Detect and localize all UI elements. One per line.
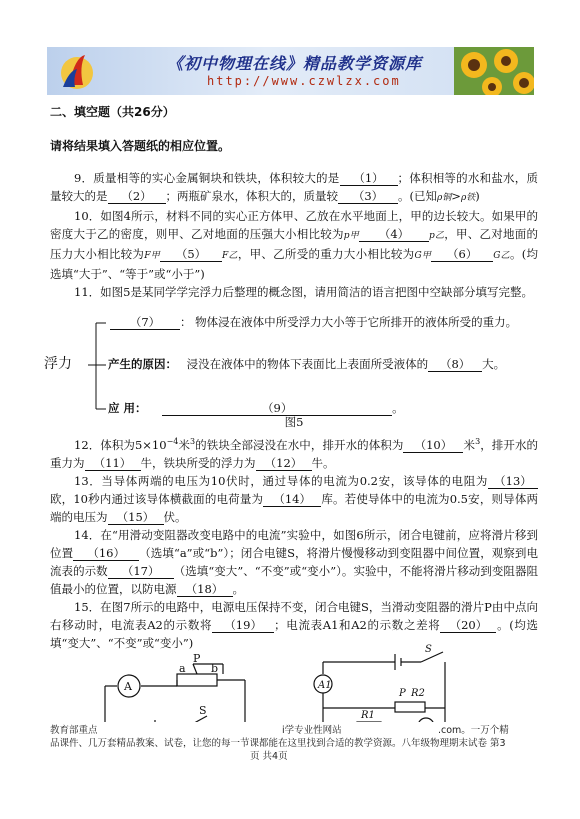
blank-18[interactable]: （18） [177,582,233,597]
fig6-end-a: a [179,662,186,675]
document-body [44,103,539,652]
blank-3[interactable]: （3） [338,189,398,204]
question-9: 9．质量相等的实心金属铜块和铁块，体积较大的是 （1） ；体积相等的水和盐水，质量较大的是 （2） ；两瓶矿泉水，体积大的，质量较 （3） 。(已知ρ铜>ρ铁) [50,171,538,203]
page-footer [50,722,540,765]
blank-1[interactable]: （1） [340,171,398,186]
fig7-slider-label: P [399,688,406,699]
concept-root: 浮力 [44,356,72,372]
rheostat-icon [177,674,217,686]
fig7-r1-label: R1 [361,710,375,721]
section-instruction: 请将结果填入答题纸的相应位置。 [50,139,231,153]
blank-19[interactable]: （19） [212,618,274,633]
blank-5[interactable]: （5） [160,247,222,262]
circuit-diagrams [95,640,455,730]
fig6-ammeter-label: A [124,680,132,693]
fig6-end-b: b [211,662,219,675]
blank-10[interactable]: （10） [403,438,463,453]
blank-15[interactable]: （15） [108,510,164,525]
banner-title: 《初中物理在线》精品教学资源库 [167,54,423,73]
blank-20[interactable]: （20） [440,618,496,633]
sunflower-decoration-icon [454,47,534,95]
section-title: 二、填空题（共26分） [50,105,175,119]
fig6-switch-label: S [199,704,207,717]
question-10: 10．如图4所示，材料不同的实心正方体甲、乙放在水平地面上，甲的边长较大。如果甲的密度大于乙的密度，则甲、乙对地面的压强大小相比较为p甲 （4） p乙，甲、乙对地面的压力大小相比较为F甲 （5） F乙，甲、乙所受的重力大小相比较为G甲 （6） G乙。(均选填“大于”、“等于”或“小于”) [50,209,539,281]
banner-url[interactable]: http://www.czwlzx.com [207,74,401,88]
fig7-r2-label: R2 [411,688,425,699]
fig7-ammeter1-label: A1 [318,680,332,691]
concept-row-3: 应 用： （9） 。 [108,401,404,415]
question-15: 15．在图7所示的电路中，电源电压保持不变，闭合电键S，当滑动变阻器的滑片P由中点向右移动时，电流表A2的示数将 （19） ；电流表A1和A2的示数之差将 （20） 。(均选填“变大”、“不变”或“变小”) [50,599,539,650]
header-banner [47,47,534,95]
question-14: 14．在“用滑动变阻器改变电路中的电流”实验中，如图6所示，闭合电键前，应将滑片移到位置 （16） （选填“a”或“b”）；闭合电键S，将滑片慢慢移动到变阻器中间位置，观察到电流表的示数 （17） （选填“变大”、“不变”或“变小”）。实验中，不能将滑片移动到变阻器阻值最小的位置，以防电源 （18） 。 [50,527,539,596]
fig7-switch-label: S [425,644,432,655]
blank-8[interactable]: （8） [428,357,482,372]
blank-6[interactable]: （6） [431,247,493,262]
concept-row-2: 产生的原因： 浸没在液体中的物体下表面比上表面所受液体的 （8） 大。 [108,357,506,371]
rheostat-icon [395,702,425,712]
blank-14[interactable]: （14） [263,492,321,507]
figure-6-circuit [105,664,245,730]
blank-17[interactable]: （17） [108,564,174,579]
question-11: 11．如图5是某同学学完浮力后整理的概念图，请用简洁的语言把图中空缺部分填写完整。 [74,285,533,299]
footer-line-1: 教育部重点 i学专业性网站 .com。一万个精 [50,725,509,736]
fig6-slider-label: P [193,652,201,665]
site-logo-icon [55,51,99,91]
blank-13[interactable]: （13） [488,474,538,489]
concept-row-1: （7） ： 物体浸在液体中所受浮力大小等于它所排开的液体所受的重力。 [110,313,517,331]
footer-line-2: 品课件、几万套精品教案、试卷，让您的每一节课都能在这里找到合适的教学资源。八年级物理期末试卷 第3 [50,738,506,749]
blank-9[interactable]: （9） [162,401,392,416]
figure-5-caption: 图5 [284,415,304,429]
concept-map [44,307,538,417]
footer-line-3: 页 共4页 [250,751,288,762]
blank-2[interactable]: （2） [108,189,166,204]
question-12: 12．体积为$5\times 10^{-4}$米$^3$的铁块全部浸没在水中，排开水的体积为 （10） 米$^3$，排开水的重力为 （11） 牛，铁块所受的浮力为 （12） 牛。 [50,437,539,470]
blank-7[interactable]: （7） [110,315,180,330]
figure-7-circuit [314,652,445,730]
blank-12[interactable]: （12） [256,456,312,471]
blank-11[interactable]: （11） [85,456,141,471]
blank-16[interactable]: （16） [73,546,139,561]
question-13: 13．当导体两端的电压为10伏时，通过导体的电流为0.2安，该导体的电阻为 （13）欧，10秒内通过该导体横截面的电荷量为 （14） 库。若使导体中的电流为0.5安，则导体两端的电压为 （15） 伏。 [50,473,538,524]
blank-4[interactable]: （4） [359,227,429,242]
